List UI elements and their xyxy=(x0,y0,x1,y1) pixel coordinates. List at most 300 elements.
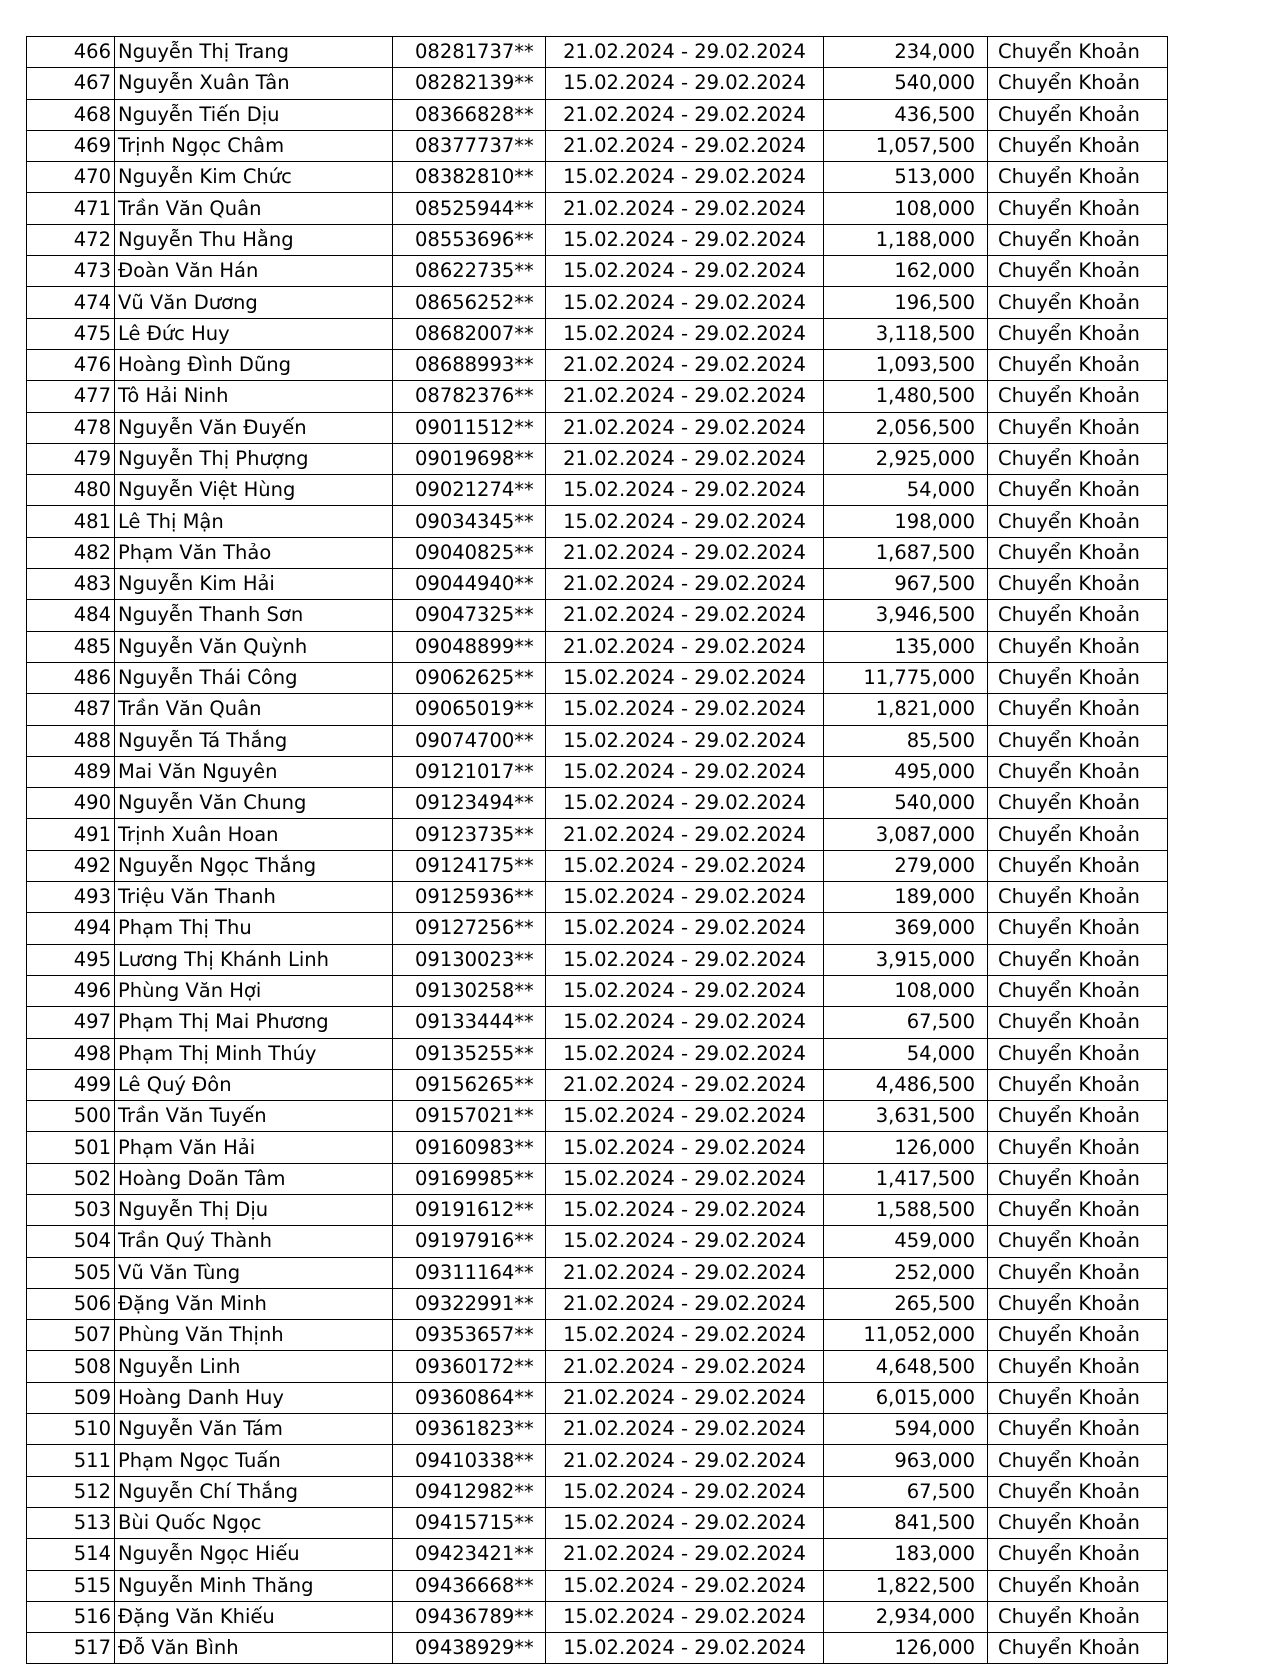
masked-id-cell: 09062625** xyxy=(393,662,546,693)
period-cell: 15.02.2024 - 29.02.2024 xyxy=(546,850,824,881)
period-cell: 15.02.2024 - 29.02.2024 xyxy=(546,662,824,693)
masked-id-cell: 09130258** xyxy=(393,975,546,1006)
full-name-cell: Nguyễn Ngọc Hiếu xyxy=(115,1539,393,1570)
full-name-cell: Phạm Ngọc Tuấn xyxy=(115,1445,393,1476)
payment-method-cell: Chuyển Khoản xyxy=(988,1226,1168,1257)
table-row xyxy=(27,600,1168,631)
masked-id-cell: 09135255** xyxy=(393,1038,546,1069)
amount-cell: 3,915,000 xyxy=(824,944,988,975)
masked-id-cell: 09040825** xyxy=(393,537,546,568)
masked-id-cell: 08782376** xyxy=(393,381,546,412)
masked-id-cell: 08377737** xyxy=(393,130,546,161)
period-cell: 21.02.2024 - 29.02.2024 xyxy=(546,1351,824,1382)
amount-cell: 67,500 xyxy=(824,1476,988,1507)
full-name-cell: Nguyễn Văn Quỳnh xyxy=(115,631,393,662)
period-cell: 15.02.2024 - 29.02.2024 xyxy=(546,975,824,1006)
full-name-cell: Nguyễn Tá Thắng xyxy=(115,725,393,756)
masked-id-cell: 08622735** xyxy=(393,256,546,287)
amount-cell: 841,500 xyxy=(824,1507,988,1538)
full-name-cell: Trần Văn Quân xyxy=(115,694,393,725)
full-name-cell: Vũ Văn Tùng xyxy=(115,1257,393,1288)
masked-id-cell: 09322991** xyxy=(393,1288,546,1319)
masked-id-cell: 08366828** xyxy=(393,99,546,130)
row-number-cell: 489 xyxy=(27,756,115,787)
period-cell: 21.02.2024 - 29.02.2024 xyxy=(546,1414,824,1445)
row-number-cell: 515 xyxy=(27,1570,115,1601)
row-number-cell: 510 xyxy=(27,1414,115,1445)
amount-cell: 1,480,500 xyxy=(824,381,988,412)
full-name-cell: Bùi Quốc Ngọc xyxy=(115,1507,393,1538)
row-number-cell: 503 xyxy=(27,1194,115,1225)
full-name-cell: Trần Quý Thành xyxy=(115,1226,393,1257)
period-cell: 15.02.2024 - 29.02.2024 xyxy=(546,1601,824,1632)
full-name-cell: Đặng Văn Khiếu xyxy=(115,1601,393,1632)
masked-id-cell: 08656252** xyxy=(393,287,546,318)
masked-id-cell: 08382810** xyxy=(393,162,546,193)
row-number-cell: 487 xyxy=(27,694,115,725)
period-cell: 21.02.2024 - 29.02.2024 xyxy=(546,37,824,68)
amount-cell: 513,000 xyxy=(824,162,988,193)
full-name-cell: Mai Văn Nguyên xyxy=(115,756,393,787)
masked-id-cell: 09410338** xyxy=(393,1445,546,1476)
full-name-cell: Nguyễn Tiến Dịu xyxy=(115,99,393,130)
payment-method-cell: Chuyển Khoản xyxy=(988,443,1168,474)
period-cell: 21.02.2024 - 29.02.2024 xyxy=(546,1382,824,1413)
full-name-cell: Nguyễn Thị Dịu xyxy=(115,1194,393,1225)
amount-cell: 963,000 xyxy=(824,1445,988,1476)
amount-cell: 3,087,000 xyxy=(824,819,988,850)
period-cell: 15.02.2024 - 29.02.2024 xyxy=(546,1570,824,1601)
amount-cell: 4,486,500 xyxy=(824,1069,988,1100)
masked-id-cell: 09157021** xyxy=(393,1101,546,1132)
payment-method-cell: Chuyển Khoản xyxy=(988,819,1168,850)
payment-method-cell: Chuyển Khoản xyxy=(988,1476,1168,1507)
table-row xyxy=(27,694,1168,725)
amount-cell: 11,052,000 xyxy=(824,1320,988,1351)
row-number-cell: 509 xyxy=(27,1382,115,1413)
row-number-cell: 488 xyxy=(27,725,115,756)
period-cell: 15.02.2024 - 29.02.2024 xyxy=(546,1320,824,1351)
period-cell: 15.02.2024 - 29.02.2024 xyxy=(546,882,824,913)
period-cell: 21.02.2024 - 29.02.2024 xyxy=(546,1257,824,1288)
payment-method-cell: Chuyển Khoản xyxy=(988,600,1168,631)
row-number-cell: 485 xyxy=(27,631,115,662)
amount-cell: 126,000 xyxy=(824,1132,988,1163)
table-row xyxy=(27,569,1168,600)
full-name-cell: Nguyễn Thu Hằng xyxy=(115,224,393,255)
amount-cell: 967,500 xyxy=(824,569,988,600)
amount-cell: 495,000 xyxy=(824,756,988,787)
masked-id-cell: 09011512** xyxy=(393,412,546,443)
masked-id-cell: 09160983** xyxy=(393,1132,546,1163)
masked-id-cell: 09156265** xyxy=(393,1069,546,1100)
row-number-cell: 471 xyxy=(27,193,115,224)
full-name-cell: Nguyễn Kim Hải xyxy=(115,569,393,600)
masked-id-cell: 09361823** xyxy=(393,1414,546,1445)
amount-cell: 196,500 xyxy=(824,287,988,318)
amount-cell: 3,118,500 xyxy=(824,318,988,349)
payment-method-cell: Chuyển Khoản xyxy=(988,1257,1168,1288)
period-cell: 15.02.2024 - 29.02.2024 xyxy=(546,725,824,756)
full-name-cell: Nguyễn Thị Trang xyxy=(115,37,393,68)
payment-method-cell: Chuyển Khoản xyxy=(988,662,1168,693)
payment-method-cell: Chuyển Khoản xyxy=(988,1601,1168,1632)
amount-cell: 1,057,500 xyxy=(824,130,988,161)
full-name-cell: Lê Quý Đôn xyxy=(115,1069,393,1100)
row-number-cell: 473 xyxy=(27,256,115,287)
masked-id-cell: 09123735** xyxy=(393,819,546,850)
payment-method-cell: Chuyển Khoản xyxy=(988,1507,1168,1538)
table-row xyxy=(27,224,1168,255)
payment-method-cell: Chuyển Khoản xyxy=(988,882,1168,913)
payment-method-cell: Chuyển Khoản xyxy=(988,287,1168,318)
payment-table-body xyxy=(27,37,1168,1664)
masked-id-cell: 09311164** xyxy=(393,1257,546,1288)
row-number-cell: 501 xyxy=(27,1132,115,1163)
period-cell: 15.02.2024 - 29.02.2024 xyxy=(546,475,824,506)
table-row xyxy=(27,725,1168,756)
table-row xyxy=(27,944,1168,975)
amount-cell: 1,417,500 xyxy=(824,1163,988,1194)
full-name-cell: Hoàng Danh Huy xyxy=(115,1382,393,1413)
period-cell: 15.02.2024 - 29.02.2024 xyxy=(546,756,824,787)
amount-cell: 1,821,000 xyxy=(824,694,988,725)
table-row xyxy=(27,68,1168,99)
full-name-cell: Hoàng Doãn Tâm xyxy=(115,1163,393,1194)
amount-cell: 436,500 xyxy=(824,99,988,130)
table-row xyxy=(27,99,1168,130)
payment-method-cell: Chuyển Khoản xyxy=(988,37,1168,68)
table-row xyxy=(27,1194,1168,1225)
payment-method-cell: Chuyển Khoản xyxy=(988,569,1168,600)
payment-method-cell: Chuyển Khoản xyxy=(988,1570,1168,1601)
full-name-cell: Nguyễn Linh xyxy=(115,1351,393,1382)
amount-cell: 2,925,000 xyxy=(824,443,988,474)
amount-cell: 4,648,500 xyxy=(824,1351,988,1382)
payment-method-cell: Chuyển Khoản xyxy=(988,1351,1168,1382)
masked-id-cell: 09133444** xyxy=(393,1007,546,1038)
table-row xyxy=(27,506,1168,537)
row-number-cell: 483 xyxy=(27,569,115,600)
amount-cell: 594,000 xyxy=(824,1414,988,1445)
amount-cell: 135,000 xyxy=(824,631,988,662)
row-number-cell: 482 xyxy=(27,537,115,568)
period-cell: 15.02.2024 - 29.02.2024 xyxy=(546,1507,824,1538)
table-row xyxy=(27,537,1168,568)
row-number-cell: 514 xyxy=(27,1539,115,1570)
period-cell: 21.02.2024 - 29.02.2024 xyxy=(546,631,824,662)
full-name-cell: Trần Văn Tuyến xyxy=(115,1101,393,1132)
table-row xyxy=(27,850,1168,881)
masked-id-cell: 09021274** xyxy=(393,475,546,506)
masked-id-cell: 09438929** xyxy=(393,1633,546,1664)
amount-cell: 126,000 xyxy=(824,1633,988,1664)
masked-id-cell: 09436789** xyxy=(393,1601,546,1632)
masked-id-cell: 09127256** xyxy=(393,913,546,944)
masked-id-cell: 09019698** xyxy=(393,443,546,474)
full-name-cell: Nguyễn Văn Tám xyxy=(115,1414,393,1445)
row-number-cell: 494 xyxy=(27,913,115,944)
amount-cell: 1,093,500 xyxy=(824,349,988,380)
payment-method-cell: Chuyển Khoản xyxy=(988,475,1168,506)
table-row xyxy=(27,1226,1168,1257)
period-cell: 21.02.2024 - 29.02.2024 xyxy=(546,412,824,443)
full-name-cell: Vũ Văn Dương xyxy=(115,287,393,318)
amount-cell: 234,000 xyxy=(824,37,988,68)
table-row xyxy=(27,1414,1168,1445)
table-row xyxy=(27,256,1168,287)
row-number-cell: 504 xyxy=(27,1226,115,1257)
table-row xyxy=(27,662,1168,693)
row-number-cell: 479 xyxy=(27,443,115,474)
period-cell: 21.02.2024 - 29.02.2024 xyxy=(546,1445,824,1476)
table-row xyxy=(27,975,1168,1006)
amount-cell: 85,500 xyxy=(824,725,988,756)
row-number-cell: 496 xyxy=(27,975,115,1006)
table-row xyxy=(27,1539,1168,1570)
payment-method-cell: Chuyển Khoản xyxy=(988,756,1168,787)
period-cell: 15.02.2024 - 29.02.2024 xyxy=(546,1038,824,1069)
full-name-cell: Phùng Văn Hợi xyxy=(115,975,393,1006)
payment-method-cell: Chuyển Khoản xyxy=(988,1414,1168,1445)
full-name-cell: Đặng Văn Minh xyxy=(115,1288,393,1319)
masked-id-cell: 08682007** xyxy=(393,318,546,349)
table-row xyxy=(27,1445,1168,1476)
table-row xyxy=(27,882,1168,913)
period-cell: 21.02.2024 - 29.02.2024 xyxy=(546,537,824,568)
row-number-cell: 466 xyxy=(27,37,115,68)
table-row xyxy=(27,788,1168,819)
payment-method-cell: Chuyển Khoản xyxy=(988,850,1168,881)
period-cell: 15.02.2024 - 29.02.2024 xyxy=(546,788,824,819)
payment-method-cell: Chuyển Khoản xyxy=(988,162,1168,193)
payment-method-cell: Chuyển Khoản xyxy=(988,349,1168,380)
amount-cell: 265,500 xyxy=(824,1288,988,1319)
period-cell: 21.02.2024 - 29.02.2024 xyxy=(546,349,824,380)
payment-method-cell: Chuyển Khoản xyxy=(988,381,1168,412)
amount-cell: 1,588,500 xyxy=(824,1194,988,1225)
period-cell: 21.02.2024 - 29.02.2024 xyxy=(546,1069,824,1100)
row-number-cell: 497 xyxy=(27,1007,115,1038)
payment-method-cell: Chuyển Khoản xyxy=(988,99,1168,130)
row-number-cell: 476 xyxy=(27,349,115,380)
row-number-cell: 490 xyxy=(27,788,115,819)
amount-cell: 183,000 xyxy=(824,1539,988,1570)
full-name-cell: Nguyễn Ngọc Thắng xyxy=(115,850,393,881)
full-name-cell: Phùng Văn Thịnh xyxy=(115,1320,393,1351)
full-name-cell: Nguyễn Văn Đuyến xyxy=(115,412,393,443)
amount-cell: 279,000 xyxy=(824,850,988,881)
period-cell: 21.02.2024 - 29.02.2024 xyxy=(546,193,824,224)
full-name-cell: Hoàng Đình Dũng xyxy=(115,349,393,380)
row-number-cell: 472 xyxy=(27,224,115,255)
payment-method-cell: Chuyển Khoản xyxy=(988,1132,1168,1163)
payment-method-cell: Chuyển Khoản xyxy=(988,1320,1168,1351)
masked-id-cell: 09044940** xyxy=(393,569,546,600)
full-name-cell: Nguyễn Việt Hùng xyxy=(115,475,393,506)
table-row xyxy=(27,1288,1168,1319)
full-name-cell: Đoàn Văn Hán xyxy=(115,256,393,287)
payment-method-cell: Chuyển Khoản xyxy=(988,1069,1168,1100)
amount-cell: 6,015,000 xyxy=(824,1382,988,1413)
period-cell: 15.02.2024 - 29.02.2024 xyxy=(546,256,824,287)
masked-id-cell: 09353657** xyxy=(393,1320,546,1351)
table-row xyxy=(27,130,1168,161)
payment-method-cell: Chuyển Khoản xyxy=(988,944,1168,975)
row-number-cell: 475 xyxy=(27,318,115,349)
masked-id-cell: 09034345** xyxy=(393,506,546,537)
payment-method-cell: Chuyển Khoản xyxy=(988,631,1168,662)
table-row xyxy=(27,37,1168,68)
masked-id-cell: 08553696** xyxy=(393,224,546,255)
amount-cell: 540,000 xyxy=(824,788,988,819)
period-cell: 15.02.2024 - 29.02.2024 xyxy=(546,913,824,944)
full-name-cell: Trịnh Ngọc Châm xyxy=(115,130,393,161)
table-row xyxy=(27,1382,1168,1413)
masked-id-cell: 09169985** xyxy=(393,1163,546,1194)
payment-method-cell: Chuyển Khoản xyxy=(988,537,1168,568)
masked-id-cell: 09423421** xyxy=(393,1539,546,1570)
payment-method-cell: Chuyển Khoản xyxy=(988,318,1168,349)
table-row xyxy=(27,1601,1168,1632)
payment-method-cell: Chuyển Khoản xyxy=(988,506,1168,537)
amount-cell: 252,000 xyxy=(824,1257,988,1288)
table-row xyxy=(27,1038,1168,1069)
payment-method-cell: Chuyển Khoản xyxy=(988,256,1168,287)
row-number-cell: 498 xyxy=(27,1038,115,1069)
table-row xyxy=(27,1132,1168,1163)
payment-table xyxy=(26,36,1168,1664)
payment-method-cell: Chuyển Khoản xyxy=(988,1163,1168,1194)
amount-cell: 369,000 xyxy=(824,913,988,944)
amount-cell: 54,000 xyxy=(824,475,988,506)
masked-id-cell: 08282139** xyxy=(393,68,546,99)
full-name-cell: Nguyễn Thanh Sơn xyxy=(115,600,393,631)
payment-method-cell: Chuyển Khoản xyxy=(988,130,1168,161)
amount-cell: 54,000 xyxy=(824,1038,988,1069)
payment-method-cell: Chuyển Khoản xyxy=(988,193,1168,224)
masked-id-cell: 09125936** xyxy=(393,882,546,913)
row-number-cell: 502 xyxy=(27,1163,115,1194)
masked-id-cell: 09074700** xyxy=(393,725,546,756)
period-cell: 15.02.2024 - 29.02.2024 xyxy=(546,506,824,537)
row-number-cell: 495 xyxy=(27,944,115,975)
amount-cell: 1,822,500 xyxy=(824,1570,988,1601)
table-row xyxy=(27,1320,1168,1351)
masked-id-cell: 09124175** xyxy=(393,850,546,881)
masked-id-cell: 09130023** xyxy=(393,944,546,975)
payment-method-cell: Chuyển Khoản xyxy=(988,694,1168,725)
period-cell: 15.02.2024 - 29.02.2024 xyxy=(546,1101,824,1132)
payment-method-cell: Chuyển Khoản xyxy=(988,224,1168,255)
full-name-cell: Nguyễn Kim Chức xyxy=(115,162,393,193)
table-row xyxy=(27,1351,1168,1382)
amount-cell: 1,687,500 xyxy=(824,537,988,568)
payment-method-cell: Chuyển Khoản xyxy=(988,913,1168,944)
full-name-cell: Phạm Thị Mai Phương xyxy=(115,1007,393,1038)
full-name-cell: Tô Hải Ninh xyxy=(115,381,393,412)
payment-method-cell: Chuyển Khoản xyxy=(988,1382,1168,1413)
payment-method-cell: Chuyển Khoản xyxy=(988,1288,1168,1319)
row-number-cell: 467 xyxy=(27,68,115,99)
period-cell: 21.02.2024 - 29.02.2024 xyxy=(546,130,824,161)
amount-cell: 2,934,000 xyxy=(824,1601,988,1632)
amount-cell: 108,000 xyxy=(824,975,988,1006)
full-name-cell: Trịnh Xuân Hoan xyxy=(115,819,393,850)
payment-method-cell: Chuyển Khoản xyxy=(988,412,1168,443)
period-cell: 15.02.2024 - 29.02.2024 xyxy=(546,162,824,193)
amount-cell: 67,500 xyxy=(824,1007,988,1038)
full-name-cell: Nguyễn Minh Thăng xyxy=(115,1570,393,1601)
table-row xyxy=(27,349,1168,380)
period-cell: 15.02.2024 - 29.02.2024 xyxy=(546,944,824,975)
table-row xyxy=(27,475,1168,506)
period-cell: 15.02.2024 - 29.02.2024 xyxy=(546,1132,824,1163)
row-number-cell: 468 xyxy=(27,99,115,130)
payment-method-cell: Chuyển Khoản xyxy=(988,1038,1168,1069)
masked-id-cell: 09048899** xyxy=(393,631,546,662)
row-number-cell: 481 xyxy=(27,506,115,537)
row-number-cell: 517 xyxy=(27,1633,115,1664)
masked-id-cell: 09412982** xyxy=(393,1476,546,1507)
period-cell: 15.02.2024 - 29.02.2024 xyxy=(546,1476,824,1507)
full-name-cell: Phạm Thị Thu xyxy=(115,913,393,944)
amount-cell: 11,775,000 xyxy=(824,662,988,693)
table-row xyxy=(27,1163,1168,1194)
row-number-cell: 477 xyxy=(27,381,115,412)
full-name-cell: Lương Thị Khánh Linh xyxy=(115,944,393,975)
period-cell: 15.02.2024 - 29.02.2024 xyxy=(546,694,824,725)
period-cell: 15.02.2024 - 29.02.2024 xyxy=(546,1163,824,1194)
masked-id-cell: 09191612** xyxy=(393,1194,546,1225)
row-number-cell: 500 xyxy=(27,1101,115,1132)
row-number-cell: 470 xyxy=(27,162,115,193)
full-name-cell: Trần Văn Quân xyxy=(115,193,393,224)
amount-cell: 189,000 xyxy=(824,882,988,913)
period-cell: 21.02.2024 - 29.02.2024 xyxy=(546,1539,824,1570)
full-name-cell: Triệu Văn Thanh xyxy=(115,882,393,913)
row-number-cell: 492 xyxy=(27,850,115,881)
full-name-cell: Nguyễn Chí Thắng xyxy=(115,1476,393,1507)
period-cell: 15.02.2024 - 29.02.2024 xyxy=(546,1007,824,1038)
row-number-cell: 480 xyxy=(27,475,115,506)
masked-id-cell: 09436668** xyxy=(393,1570,546,1601)
payment-method-cell: Chuyển Khoản xyxy=(988,1101,1168,1132)
period-cell: 15.02.2024 - 29.02.2024 xyxy=(546,224,824,255)
payment-method-cell: Chuyển Khoản xyxy=(988,788,1168,819)
masked-id-cell: 09047325** xyxy=(393,600,546,631)
table-row xyxy=(27,1507,1168,1538)
row-number-cell: 474 xyxy=(27,287,115,318)
amount-cell: 459,000 xyxy=(824,1226,988,1257)
row-number-cell: 491 xyxy=(27,819,115,850)
masked-id-cell: 08281737** xyxy=(393,37,546,68)
payment-method-cell: Chuyển Khoản xyxy=(988,725,1168,756)
period-cell: 15.02.2024 - 29.02.2024 xyxy=(546,1633,824,1664)
payment-method-cell: Chuyển Khoản xyxy=(988,1539,1168,1570)
masked-id-cell: 08525944** xyxy=(393,193,546,224)
amount-cell: 540,000 xyxy=(824,68,988,99)
masked-id-cell: 08688993** xyxy=(393,349,546,380)
amount-cell: 162,000 xyxy=(824,256,988,287)
row-number-cell: 499 xyxy=(27,1069,115,1100)
amount-cell: 1,188,000 xyxy=(824,224,988,255)
masked-id-cell: 09360172** xyxy=(393,1351,546,1382)
table-row xyxy=(27,381,1168,412)
table-row xyxy=(27,1633,1168,1664)
row-number-cell: 486 xyxy=(27,662,115,693)
table-row xyxy=(27,756,1168,787)
